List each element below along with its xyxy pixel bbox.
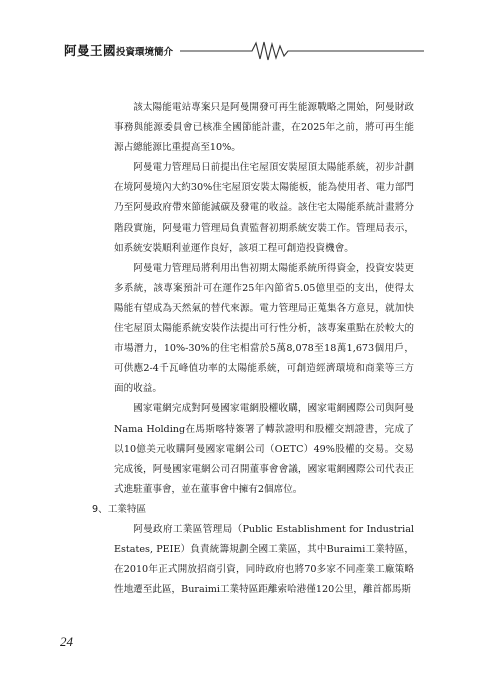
paragraph-2: 阿曼電力管理局日前提出住宅屋頂安裝屋頂太陽能系統，初步計劃在境阿曼境內大約30%住宅屋頂安裝太陽能板，能為使用者、電力部門乃至阿曼政府帶來節能減碳及發電的收益。該住宅太陽能系統計畫將分階段實施，阿曼電力管理局負責監督初期系統安裝工作。管理局表示，如系統安裝順利並運作良好，該項工程可創造投資機會。	[114, 162, 414, 254]
paragraph-4: 國家電網完成對阿曼國家電網股權收購，國家電網國際公司與阿曼Nama Holding在馬斯喀特簽署了轉款證明和股權交割證書，完成了以10億美元收購阿曼國家電網公司（OETC）49%股權的交易。交易完成後，阿曼國家電網公司召開董事會會議，國家電網國際公司代表正式進駐董事會，並在董事會中擁有2個席位。	[114, 403, 414, 495]
paragraph-1: 該太陽能電站專案只是阿曼開發可再生能源戰略之開始，阿曼財政事務與能源委員會已核准全國節能計畫，在2025年之前，將可再生能源占總能源比重提高至10%。	[114, 102, 414, 154]
section-heading: 9、工業特區	[92, 503, 147, 515]
body-text	[92, 98, 414, 600]
header-title-sub: 投資環境簡介	[116, 47, 174, 58]
paragraph-3: 阿曼電力管理局將利用出售初期太陽能系統所得資金，投資安裝更多系統，該專案預計可在運作25年內節省5.05億里亞的支出，使得太陽能有望成為天然氣的替代來源。電力管理局正蒐集各方意見，就加快住宅屋頂太陽能系統安裝作法提出可行性分析，該專案重點在於較大的市場潛力，10%-30%的住宅相當於5萬8,078至18萬1,673個用戶，可供應2-4千瓦峰值功率的太陽能系統，可創造經濟環境和商業等三方面的收益。	[114, 262, 414, 395]
page-number: 24	[60, 634, 73, 649]
header-title-main: 阿曼王國	[64, 43, 117, 58]
header-title	[64, 40, 173, 59]
page-header	[64, 40, 424, 62]
section-paragraph: 阿曼政府工業區管理局（Public Establishment for Industrial Estates, PEIE）負責統籌規劃全國工業區，其中Buraimi工業特區，在2010年正式開放招商引資，同時政府也將70多家不同產業工廠策略性地遷至此區，Buraimi工業特區距離索哈港僅120公里，離首都馬斯	[114, 523, 414, 596]
